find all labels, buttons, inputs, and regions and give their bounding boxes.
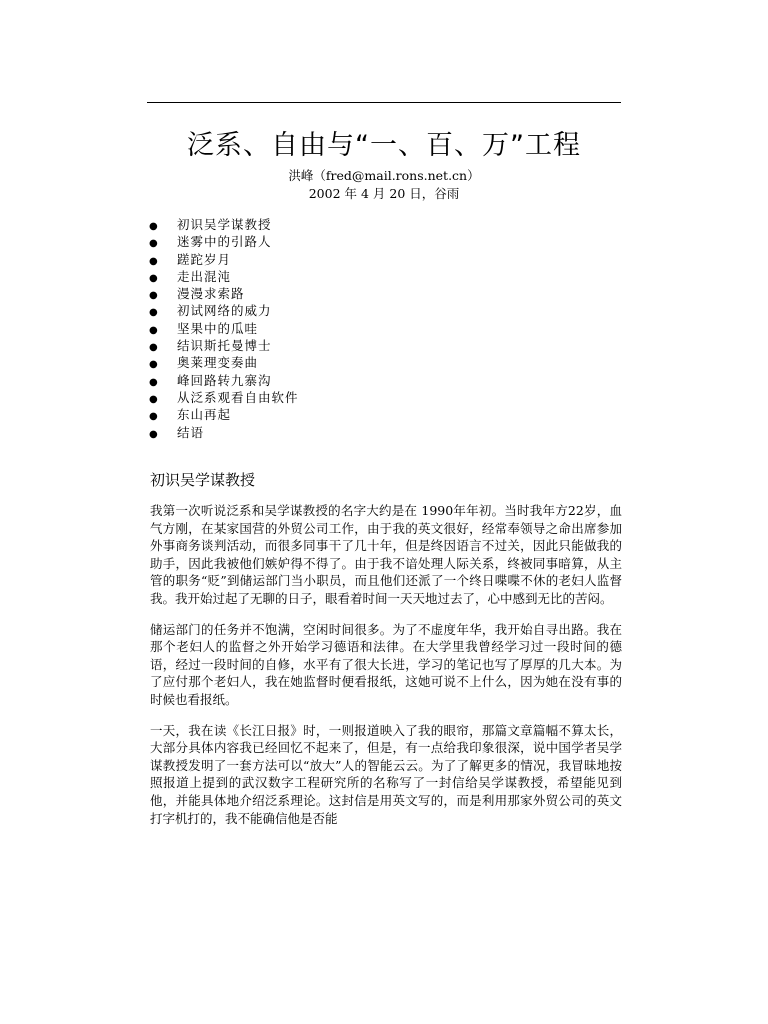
toc-item[interactable]	[149, 424, 299, 441]
toc-item[interactable]	[149, 406, 299, 423]
bullet-icon: ●	[149, 221, 158, 232]
bullet-icon: ●	[149, 411, 158, 423]
body-paragraph: 储运部门的任务并不饱满，空闲时间很多。为了不虚度年华，我开始自寻出路。我在那个老妇人的监督之外开始学习德语和法律。在大学里我曾经学习过一段时间的德语，经过一段时间的自修，水平有了很大长进，学习的笔记也写了厚厚的几大本。为了应付那个老妇人，我在她监督时便看报纸，这她可说不上什么，因为她在没有事的时候也看报纸。	[150, 621, 622, 707]
toc-link[interactable]: 结语	[177, 424, 205, 440]
bullet-icon: ●	[149, 272, 158, 284]
toc-link[interactable]: 初识吴学谋教授	[177, 217, 272, 232]
bullet-icon: ●	[149, 359, 158, 371]
body-paragraph: 一天，我在读《长江日报》时，一则报道映入了我的眼帘，那篇文章篇幅不算太长，大部分具体内容我已经回忆不起来了，但是，有一点给我印象很深，说中国学者吴学谋教授发明了一套方法可以“放大”人的智能云云。为了了解更多的情况，我冒昧地按照报道上提到的武汉数字工程研究所的名称写了一封信给吴学谋教授，希望能见到他，并能具体地介绍泛系理论。这封信是用英文写的，而是利用那家外贸公司的英文打字机打的，我不能确信他是否能	[150, 722, 622, 826]
toc-item[interactable]	[149, 268, 299, 285]
bullet-icon: ●	[149, 290, 158, 302]
header-rule	[147, 102, 621, 103]
toc-item[interactable]	[149, 285, 299, 302]
toc-link[interactable]: 从泛系观看自由软件	[177, 389, 299, 405]
toc-item[interactable]	[149, 233, 299, 250]
section-heading: 初识吴学谋教授	[150, 471, 256, 489]
bullet-icon: ●	[149, 428, 158, 440]
toc-item[interactable]	[149, 389, 299, 406]
toc-link[interactable]: 迷雾中的引路人	[177, 234, 272, 250]
table-of-contents	[149, 216, 299, 441]
document-title: 泛系、自由与“一、百、万”工程	[187, 130, 581, 161]
toc-item[interactable]	[149, 302, 299, 319]
body-paragraph: 我第一次听说泛系和吴学谋教授的名字大约是在 1990年年初。当时我年方22岁，血气方刚，在某家国营的外贸公司工作，由于我的英文很好，经常奉领导之命出席参加外事商务谈判活动，而很多同事干了几十年，但是终因语言不过关，因此只能做我的助手，因此我被他们嫉妒得不得了。由于我不谙处理人际关系，终被同事暗算，从主管的职务“贬”到储运部门当小职员，而且他们还派了一个终日喋喋不休的老妇人监督我。我开始过起了无聊的日子，眼看着时间一天天地过去了，心中感到无比的苦闷。	[150, 503, 622, 606]
toc-link[interactable]: 结识斯托曼博士	[177, 338, 272, 354]
bullet-icon: ●	[149, 342, 158, 354]
toc-link[interactable]: 走出混沌	[177, 268, 232, 284]
bullet-icon: ●	[149, 376, 158, 388]
toc-link[interactable]: 蹉跎岁月	[177, 251, 232, 267]
date-line: 2002 年 4 月 20 日，谷雨	[308, 186, 460, 201]
toc-item[interactable]	[149, 337, 299, 354]
author-line: 洪峰（fred@mail.rons.net.cn）	[288, 168, 480, 183]
bullet-icon: ●	[149, 393, 158, 405]
toc-link[interactable]: 漫漫求索路	[177, 286, 245, 302]
bullet-icon: ●	[149, 307, 158, 319]
bullet-icon: ●	[149, 255, 158, 267]
toc-item[interactable]	[149, 320, 299, 337]
toc-item[interactable]	[149, 354, 299, 371]
bullet-icon: ●	[149, 238, 158, 250]
toc-link[interactable]: 初试网络的威力	[177, 303, 272, 319]
toc-link[interactable]: 峰回路转九寨沟	[177, 372, 272, 388]
toc-link[interactable]: 奥莱理变奏曲	[177, 355, 259, 371]
toc-item[interactable]	[149, 372, 299, 389]
toc-link[interactable]: 东山再起	[177, 407, 232, 423]
toc-item[interactable]	[149, 216, 299, 233]
bullet-icon: ●	[149, 324, 158, 336]
toc-link[interactable]: 坚果中的瓜哇	[177, 320, 259, 336]
section-body	[150, 502, 622, 840]
toc-item[interactable]	[149, 251, 299, 268]
